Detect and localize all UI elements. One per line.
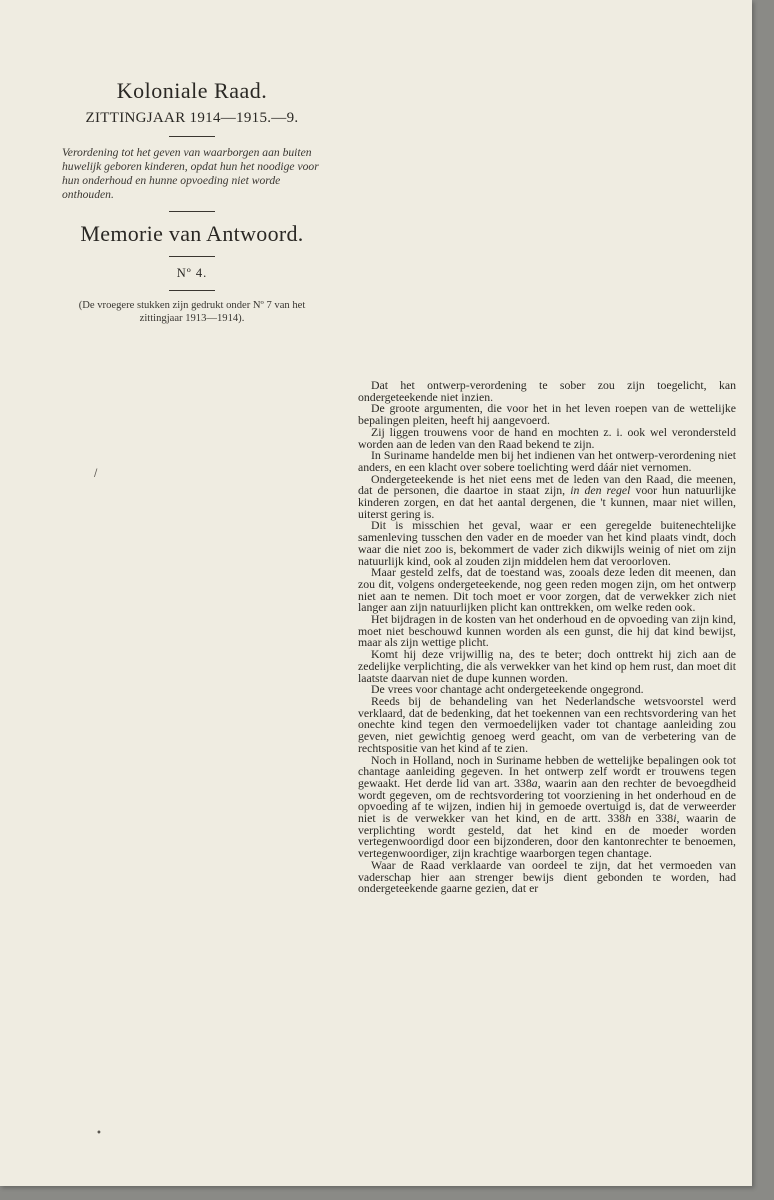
divider <box>169 136 215 137</box>
paragraph: In Suriname handelde men bij het indienen van het ontwerp-verordening niet anders, en een klacht over sobere toelichting werd dáár niet vernomen. <box>358 448 736 474</box>
text-run: voor hun natuurlijke kinderen zorgen, en dat het aantal dergenen, die 't kunnen, maar niet willen, uiterst gering is. <box>358 483 737 521</box>
section-heading: Memorie van Antwoord. <box>80 221 304 246</box>
paragraph: Het bijdragen in de kosten van het onderhoud en de opvoeding van zijn kind, moet niet beschouwd kunnen worden als een gunst, die hij dat kind bewijst, maar als zijn wettige plicht. <box>358 612 736 650</box>
title-block <box>62 78 322 325</box>
italic-run: in den regel <box>570 483 631 498</box>
divider <box>169 211 215 212</box>
paragraph: Dit is misschien het geval, waar er een geregelde buitenechtelijke samenleving tusschen den vader en de moeder van het kind plaats vindt, doch waar die niet zoo is, bekommert de vader zich dikwijls weinig of niet om zijn natuurlijk kind, ook al zouden zijn middelen hem dat veroorloven. <box>358 518 736 568</box>
paragraph <box>358 471 737 521</box>
document-title: Koloniale Raad. <box>116 78 268 103</box>
paragraph: Dat het ontwerp-verordening te sober zou zijn toegelicht, kan ondergeteekende niet inzien. <box>358 378 736 404</box>
paragraph: Maar gesteld zelfs, dat de toestand was, zooals deze leden dit meenen, dan zou dit, volgens ondergeteekende, nog geen reden mogen zijn, om het ontwerp niet aan te nemen. Dit toch moet er voor zorgen, dat de verwekker zich niet langer aan zijn natuurlijken plicht kan onttrekken, om welke reden ook. <box>358 565 736 615</box>
italic-run: a <box>531 775 538 790</box>
italic-run: h <box>625 811 632 826</box>
divider <box>169 290 215 291</box>
text-run: en 338 <box>631 811 674 826</box>
italic-run: i <box>673 811 677 826</box>
paragraph: De groote argumenten, die voor het in het leven roepen van de wettelijke bepalingen pleiten, heeft hij aangevoerd. <box>358 401 736 428</box>
stray-mark: / <box>94 468 98 479</box>
stray-mark: • <box>96 1128 102 1139</box>
document-number: Nº 4. <box>176 266 208 280</box>
body-text <box>358 380 736 895</box>
text-run: Noch in Holland, noch in Suriname hebben de wettelijke bepalingen ook tot chantage aanleiding gegeven. In het ontwerp zelf wordt er trouwens tegen gewaakt. Het derde lid van art. 338 <box>358 752 736 790</box>
paragraph: Zij liggen trouwens voor de hand en mochten z. i. ook wel verondersteld worden aan de leden van den Raad bekend te zijn. <box>358 424 736 451</box>
divider <box>169 256 215 257</box>
text-run: , waarin de verplichting wordt gesteld, dat het kind en de moeder worden vertegenwoordigd door een bijzonderen, door den kantonrechter te benoemen, vertegenwoordiger, zijn krachtige waarborgen tegen chantage. <box>358 811 737 861</box>
topic-text: Verordening tot het geven van waarborgen aan buiten huwelijk geboren kinderen, opdat hun het noodige voor hun onderhoud en hunne opvoeding niet worde onthouden. <box>62 146 319 201</box>
reference-note: (De vroegere stukken zijn gedrukt onder Nº 7 van het zittingjaar 1913—1914). <box>78 300 306 324</box>
text-run: Ondergeteekende is het niet eens met de leden van den Raad, die meenen, dat de personen, die daartoe in staat zijn, <box>358 471 736 498</box>
paragraph: Reeds bij de behandeling van het Nederlandsche wetsvoorstel werd verklaard, dat de bedenking, dat het toekennen van een rechtsvordering van het onechte kind tegen den vermoedelijken vader tot chantage aanleiding zou geven, niet gewichtig genoeg werd geacht, om van de verbetering van de rechtspositie van het kind af te zien. <box>358 693 736 755</box>
paragraph: De vrees voor chantage acht ondergeteekende ongegrond. <box>371 682 644 697</box>
session-label: ZITTINGJAAR 1914—1915.—9. <box>85 110 299 126</box>
paragraph: Komt hij deze vrijwillig na, des te beter; doch onttrekt hij zich aan de zedelijke verplichting, die als verwekker van het kind op hem rust, dan moet dit laatste daarvan niet de dupe kunnen worden. <box>358 647 736 685</box>
paragraph <box>358 752 737 861</box>
paragraph: Waar de Raad verklaarde van oordeel te zijn, dat het vermoeden van vaderschap hier aan strenger bewijs dient gebonden te worden, had ondergeteekende gaarne gezien, dat er <box>358 857 736 896</box>
text-run: , waarin aan den rechter de bevoegdheid wordt gegeven, om de rechtsvordering tot voorziening in het onderhoud en de opvoeding af te wijzen, indien hij in gemoede overtuigd is, dat de verweerder niet is de verwekker van het kind, en de artt. 338 <box>358 775 737 826</box>
